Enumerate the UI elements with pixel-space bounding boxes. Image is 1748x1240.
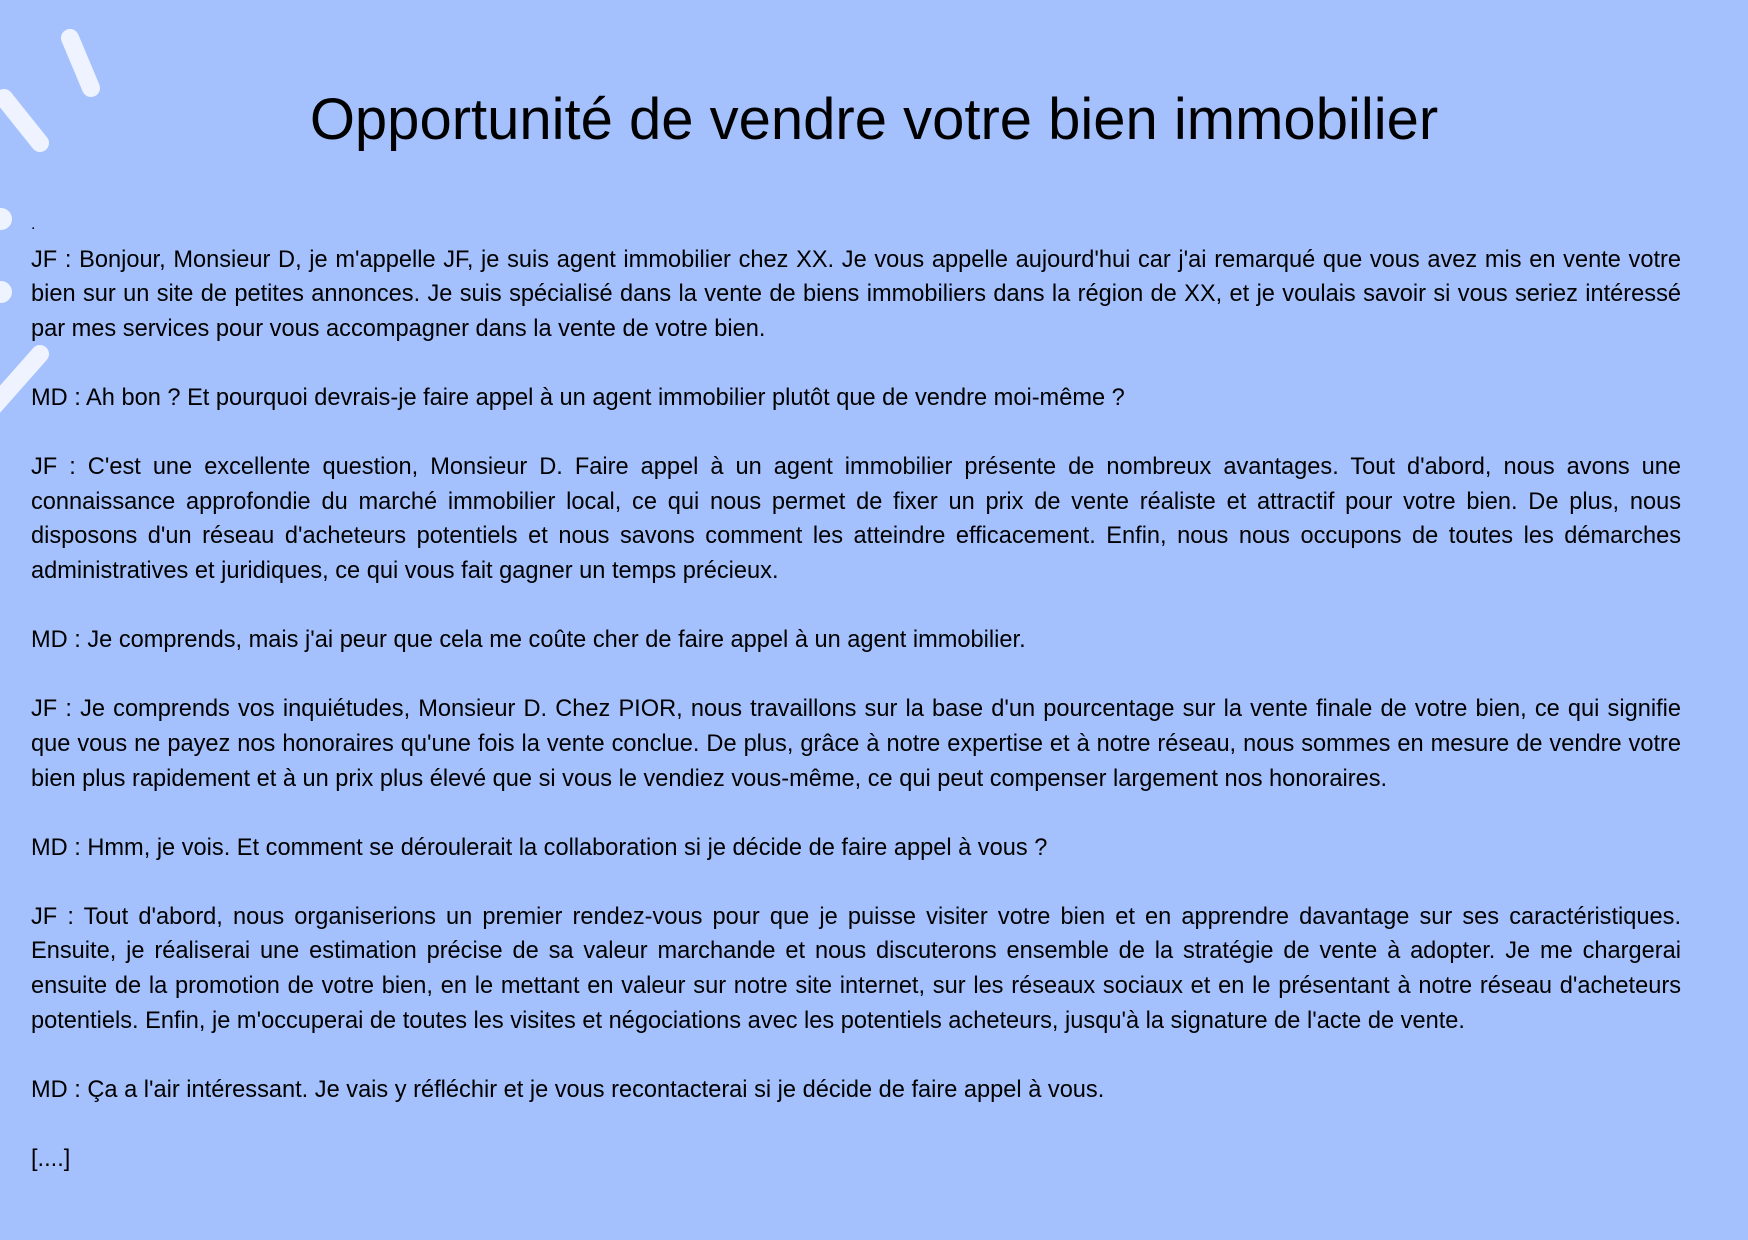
dialogue-paragraph-5: JF : Je comprends vos inquiétudes, Monsieur D. Chez PIOR, nous travaillons sur la base d'un pourcentage sur la vente finale de votre bien, ce qui signifie que vous ne payez nos honoraires qu'une fois la vente conclue. De plus, grâce à notre expertise et à notre réseau, nous sommes en mesure de vendre votre bien plus rapidement et à un prix plus élevé que si vous le vendiez vous-même, ce qui peut compenser largement nos honoraires.	[31, 696, 1681, 792]
dialogue-paragraph-4: MD : Je comprends, mais j'ai peur que cela me coûte cher de faire appel à un agent immobilier.	[31, 627, 1026, 654]
sparkle-stroke-top	[70, 38, 91, 88]
sparkle-dot-lower	[0, 281, 12, 303]
dialogue-paragraph-1: JF : Bonjour, Monsieur D, je m'appelle JF, je suis agent immobilier chez XX. Je vous appelle aujourd'hui car j'ai remarqué que vous avez mis en vente votre bien sur un site de petites annonces. Je suis spécialisé dans la vente de biens immobiliers dans la région de XX, et je voulais savoir si vous seriez intéressé par mes services pour vous accompagner dans la vente de votre bien.	[31, 246, 1681, 342]
sparkle-dot-upper	[0, 208, 12, 230]
lead-mark: .	[31, 216, 36, 233]
dialogue-paragraph-7: JF : Tout d'abord, nous organiserions un premier rendez-vous pour que je puisse visiter votre bien et en apprendre davantage sur ses caractéristiques. Ensuite, je réaliserai une estimation précise de sa valeur marchande et nous discuterons ensemble de la stratégie de vente à adopter. Je me chargerai ensuite de la promotion de votre bien, en le mettant en valeur sur notre site internet, sur les réseaux sociaux et en le présentant à notre réseau d'acheteurs potentiels. Enfin, je m'occuperai de toutes les visites et négociations avec les potentiels acheteurs, jusqu'à la signature de l'acte de vente.	[31, 903, 1681, 1034]
page-title: Opportunité de vendre votre bien immobilier	[309, 87, 1439, 152]
dialogue-ellipsis: [....]	[31, 1146, 71, 1173]
dialogue-paragraph-2: MD : Ah bon ? Et pourquoi devrais-je faire appel à un agent immobilier plutôt que de vendre moi-même ?	[31, 384, 1125, 411]
dialogue-body	[31, 208, 1681, 1177]
dialogue-paragraph-6: MD : Hmm, je vois. Et comment se déroulerait la collaboration si je décide de faire appel à vous ?	[31, 834, 1048, 861]
dialogue-paragraph-8: MD : Ça a l'air intéressant. Je vais y réfléchir et je vous recontacterai si je décide de faire appel à vous.	[31, 1076, 1105, 1103]
dialogue-paragraph-3: JF : C'est une excellente question, Monsieur D. Faire appel à un agent immobilier présente de nombreux avantages. Tout d'abord, nous avons une connaissance approfondie du marché immobilier local, ce qui nous permet de fixer un prix de vente réaliste et attractif pour votre bien. De plus, nous disposons d'un réseau d'acheteurs potentiels et nous savons comment les atteindre efficacement. Enfin, nous nous occupons de toutes les démarches administratives et juridiques, ce qui vous fait gagner un temps précieux.	[31, 454, 1681, 584]
